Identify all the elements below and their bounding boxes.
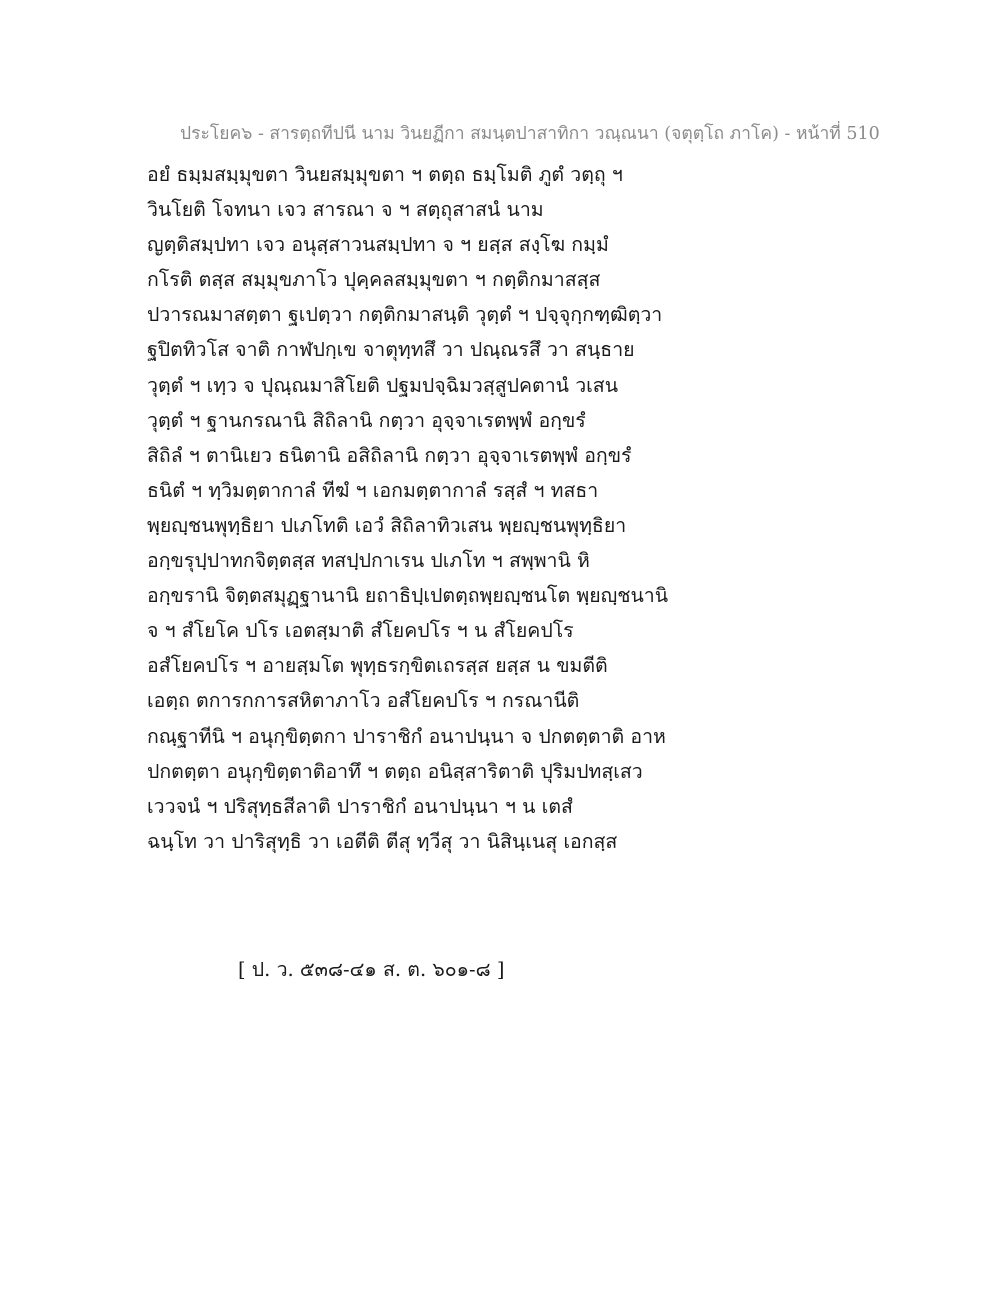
text-line: วุตฺตํ ฯ ฐานกรณานิ สิถิลานิ กตฺวา อุจฺจาเรตพฺพํ อกฺขรํ	[147, 408, 586, 432]
text-line: สิถิลํ ฯ ตานิเยว ธนิตานิ อสิถิลานิ กตฺวา อุจฺจาเรตพฺพํ อกฺขรํ	[147, 443, 632, 467]
text-line: ญตฺติสมฺปทา เจว อนุสฺสาวนสมฺปทา จ ฯ ยสฺส สงฺโฆ กมฺมํ	[147, 233, 609, 257]
text-line: วินโยติ โจทนา เจว สารณา จ ฯ สตฺถุสาสนํ นาม	[147, 198, 544, 222]
text-line: กณฺฐาทีนิ ฯ อนุกฺขิตฺตกา ปาราชิกํ อนาปนฺนา จ ปกตตฺตาติ อาห	[147, 724, 666, 748]
text-line: ปกตตฺตา อนุกฺขิตฺตาติอาทึ ฯ ตตฺถ อนิสฺสาริตาติ ปุริมปทสฺเสว	[147, 759, 643, 783]
text-line: กโรติ ตสฺส สมฺมุขภาโว ปุคฺคลสมฺมุขตา ฯ กตฺติกมาสสฺส	[147, 268, 601, 292]
text-line: อกฺขรุปฺปาทกจิตฺตสฺส ทสปฺปกาเรน ปเภโท ฯ สพฺพานิ หิ	[147, 549, 590, 573]
text-line: ปวารณมาสตฺตา ฐเปตฺวา กตฺติกมาสนฺติ วุตฺตํ ฯ ปจฺจุกฺกฑฺฒิตฺวา	[147, 303, 663, 327]
text-line: อยํ ธมฺมสมฺมุขตา วินยสมฺมุขตา ฯ ตตฺถ ธมฺโมติ ภูตํ วตฺถุ ฯ	[147, 163, 623, 186]
text-line: เอตฺถ ตการกการสหิตาภาโว อสํโยคปโร ฯ กรณานีติ	[147, 689, 580, 713]
text-line: วุตฺตํ ฯ เทฺว จ ปุณฺณมาสิโยติ ปฐมปจฺฉิมวสฺสูปคตานํ วเสน	[147, 373, 619, 397]
running-header: ประโยค๖ - สารตฺถทีปนี นาม วินยฏีกา สมนฺตปาสาทิกา วณฺณนา (จตุตฺโถ ภาโค) - หน้าที่ 510	[180, 124, 880, 144]
text-line: ฐปิตทิวโส จาติ กาฬปกฺเข จาตุทฺทสึ วา ปณฺณรสึ วา สนฺธาย	[147, 338, 635, 362]
text-line: ธนิตํ ฯ ทฺวิมตฺตากาลํ ทีฆํ ฯ เอกมตฺตากาลํ รสฺสํ ฯ ทสธา	[147, 478, 599, 502]
text-line: จ ฯ สํโยโค ปโร เอตสฺมาติ สํโยคปโร ฯ น สํโยคปโร	[147, 619, 574, 643]
text-line: ฉนฺโท วา ปาริสุทฺธิ วา เอตีติ ตีสุ ทฺวีสุ วา นิสินฺเนสุ เอกสฺส	[147, 829, 618, 853]
body-text	[147, 157, 747, 859]
source-reference: [ ป. ว. ๕๓๘-๔๑ ส. ต. ๖๐๑-๘ ]	[238, 958, 505, 981]
text-line: เววจนํ ฯ ปริสุทฺธสีลาติ ปาราชิกํ อนาปนฺนา ฯ น เตสํ	[147, 794, 573, 818]
text-line: อสํโยคปโร ฯ อายสฺมโต พุทฺธรกฺขิตเถรสฺส ยสฺส น ขมตีติ	[147, 654, 608, 678]
text-line: อกฺขรานิ จิตฺตสมุฏฺฐานานิ ยถาธิปฺเปตตฺถพฺยญฺชนโต พฺยญฺชนานิ	[147, 584, 669, 608]
text-line: พฺยญฺชนพุทฺธิยา ปเภโทติ เอวํ สิถิลาทิวเสน พฺยญฺชนพุทฺธิยา	[147, 513, 627, 537]
